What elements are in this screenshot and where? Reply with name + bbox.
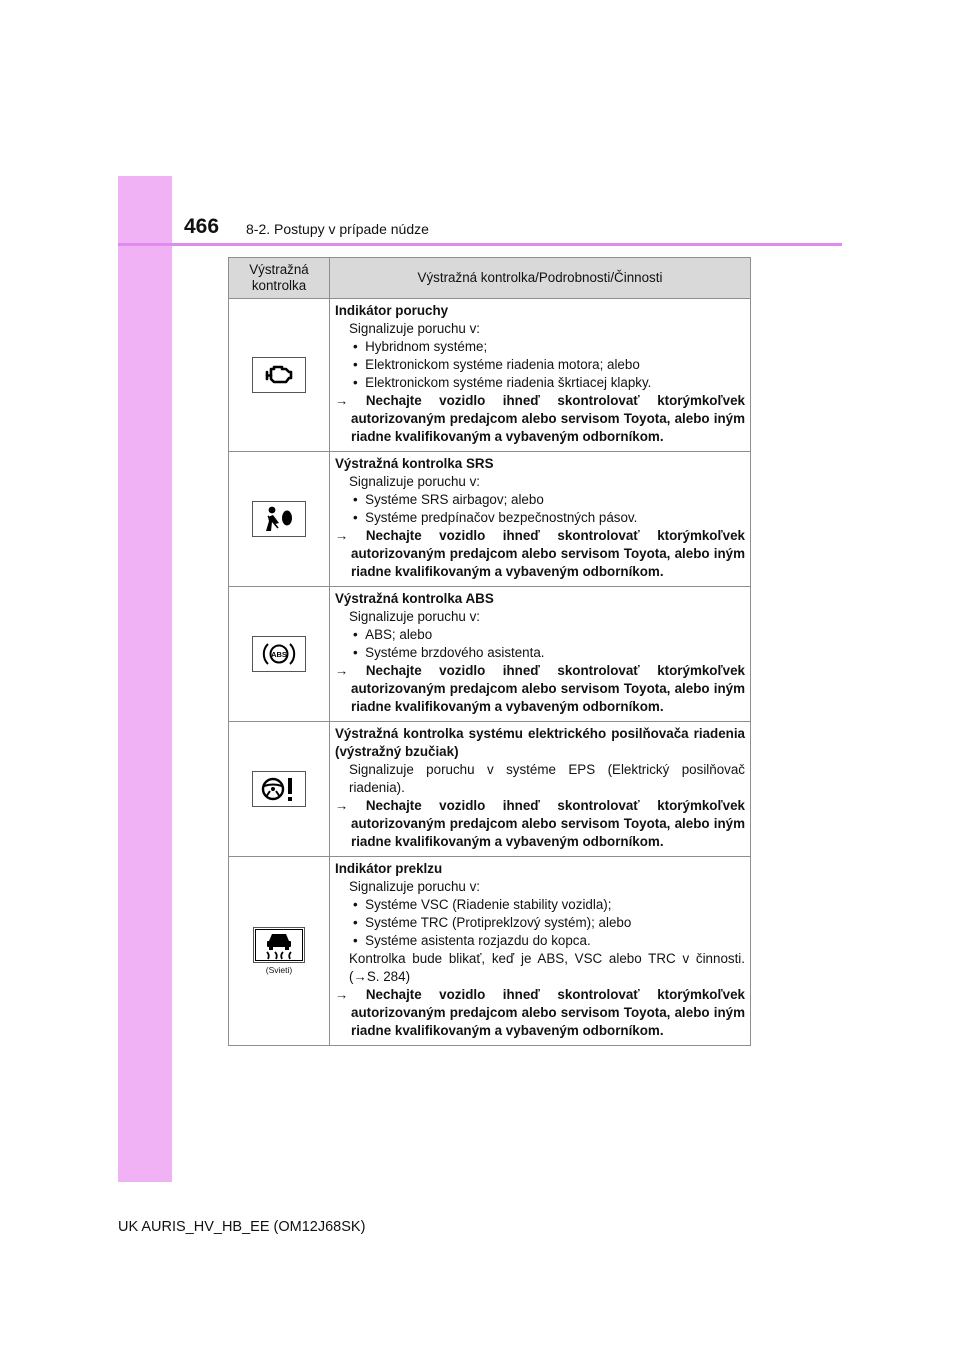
details-cell: [330, 857, 751, 1046]
abs-icon: [252, 636, 306, 672]
table-row: [229, 857, 751, 1046]
bullet-item: • Hybridnom systéme;: [353, 339, 488, 354]
row-intro: Signalizuje poruchu v systéme EPS (Elektrický posilňovač riadenia).: [349, 762, 745, 795]
bullet-item: • Systéme asistenta rozjazdu do kopca.: [353, 933, 591, 948]
bullet-item: • Systéme predpínačov bezpečnostných pásov.: [353, 510, 638, 525]
row-intro: Signalizuje poruchu v:: [349, 609, 481, 624]
arrow-icon: →: [335, 528, 349, 543]
bullet-item: • ABS; alebo: [353, 627, 433, 642]
bullet-item: • Systéme brzdového asistenta.: [353, 645, 545, 660]
action-text: → Nechajte vozidlo ihneď skontrolovať ktorýmkoľvek autorizovaným predajcom alebo servisom Toyota, alebo iným riadne kvalifikovaným a vybaveným odborníkom.: [335, 663, 745, 714]
arrow-icon: →: [335, 663, 349, 678]
warning-lights-table: [228, 257, 751, 1046]
details-cell: [330, 587, 751, 722]
bullet-item: • Elektronickom systéme riadenia motora; alebo: [353, 357, 640, 372]
icon-cell: [229, 857, 330, 1046]
row-title: Indikátor poruchy: [335, 303, 449, 318]
bullet-item: • Elektronickom systéme riadenia škrtiacej klapky.: [353, 375, 652, 390]
icon-cell: [229, 722, 330, 857]
bullet-item: • Systéme SRS airbagov; alebo: [353, 492, 544, 507]
arrow-icon: →: [335, 987, 349, 1002]
svg-text:ABS: ABS: [271, 650, 287, 659]
action-text: → Nechajte vozidlo ihneď skontrolovať ktorýmkoľvek autorizovaným predajcom alebo servisom Toyota, alebo iným riadne kvalifikovaným a vybaveným odborníkom.: [335, 798, 745, 849]
arrow-icon: →: [353, 969, 367, 984]
srs-airbag-icon: [252, 501, 306, 537]
table-row: [229, 299, 751, 452]
table-header-row: [229, 258, 751, 299]
row-intro: Signalizuje poruchu v:: [349, 879, 481, 894]
column-header-light: Výstražná kontrolka: [229, 258, 330, 299]
blink-note: Kontrolka bude blikať, keď je ABS, VSC alebo TRC v činnosti. (→S. 284): [349, 951, 745, 984]
details-cell: [330, 722, 751, 857]
footer-model-code: UK AURIS_HV_HB_EE (OM12J68SK): [118, 1219, 366, 1235]
row-title: Indikátor preklzu: [335, 861, 443, 876]
table-row: [229, 452, 751, 587]
eps-steering-icon: [252, 771, 306, 807]
bullet-item: • Systéme VSC (Riadenie stability vozidla);: [353, 897, 612, 912]
action-text: → Nechajte vozidlo ihneď skontrolovať ktorýmkoľvek autorizovaným predajcom alebo servisom Toyota, alebo iným riadne kvalifikovaným a vybaveným odborníkom.: [335, 528, 745, 579]
table-row: [229, 722, 751, 857]
details-cell: [330, 299, 751, 452]
row-title: Výstražná kontrolka SRS: [335, 456, 494, 471]
action-text: → Nechajte vozidlo ihneď skontrolovať ktorýmkoľvek autorizovaným predajcom alebo servisom Toyota, alebo iným riadne kvalifikovaným a vybaveným odborníkom.: [335, 987, 745, 1038]
row-title: Výstražná kontrolka systému elektrického posilňovača riadenia (výstražný bzučiak): [335, 726, 745, 759]
page-number: 466: [184, 215, 220, 238]
icon-cell: [229, 587, 330, 722]
engine-check-icon: [252, 357, 306, 393]
action-text: → Nechajte vozidlo ihneď skontrolovať ktorýmkoľvek autorizovaným predajcom alebo servisom Toyota, alebo iným riadne kvalifikovaným a vybaveným odborníkom.: [335, 393, 745, 444]
details-cell: [330, 452, 751, 587]
bullet-item: • Systéme TRC (Protipreklzový systém); alebo: [353, 915, 632, 930]
icon-cell: [229, 299, 330, 452]
arrow-icon: →: [335, 798, 349, 813]
header-divider: [118, 243, 842, 246]
table-row: [229, 587, 751, 722]
row-title: Výstražná kontrolka ABS: [335, 591, 494, 606]
row-intro: Signalizuje poruchu v:: [349, 321, 481, 336]
section-title: 8-2. Postupy v prípade núdze: [246, 221, 429, 237]
slip-indicator-icon: [253, 927, 305, 963]
column-header-details: Výstražná kontrolka/Podrobnosti/Činnosti: [330, 258, 751, 299]
icon-note: (Svieti): [265, 965, 293, 975]
chapter-tab-band: [118, 176, 172, 1182]
icon-cell: [229, 452, 330, 587]
arrow-icon: →: [335, 393, 349, 408]
row-intro: Signalizuje poruchu v:: [349, 474, 481, 489]
